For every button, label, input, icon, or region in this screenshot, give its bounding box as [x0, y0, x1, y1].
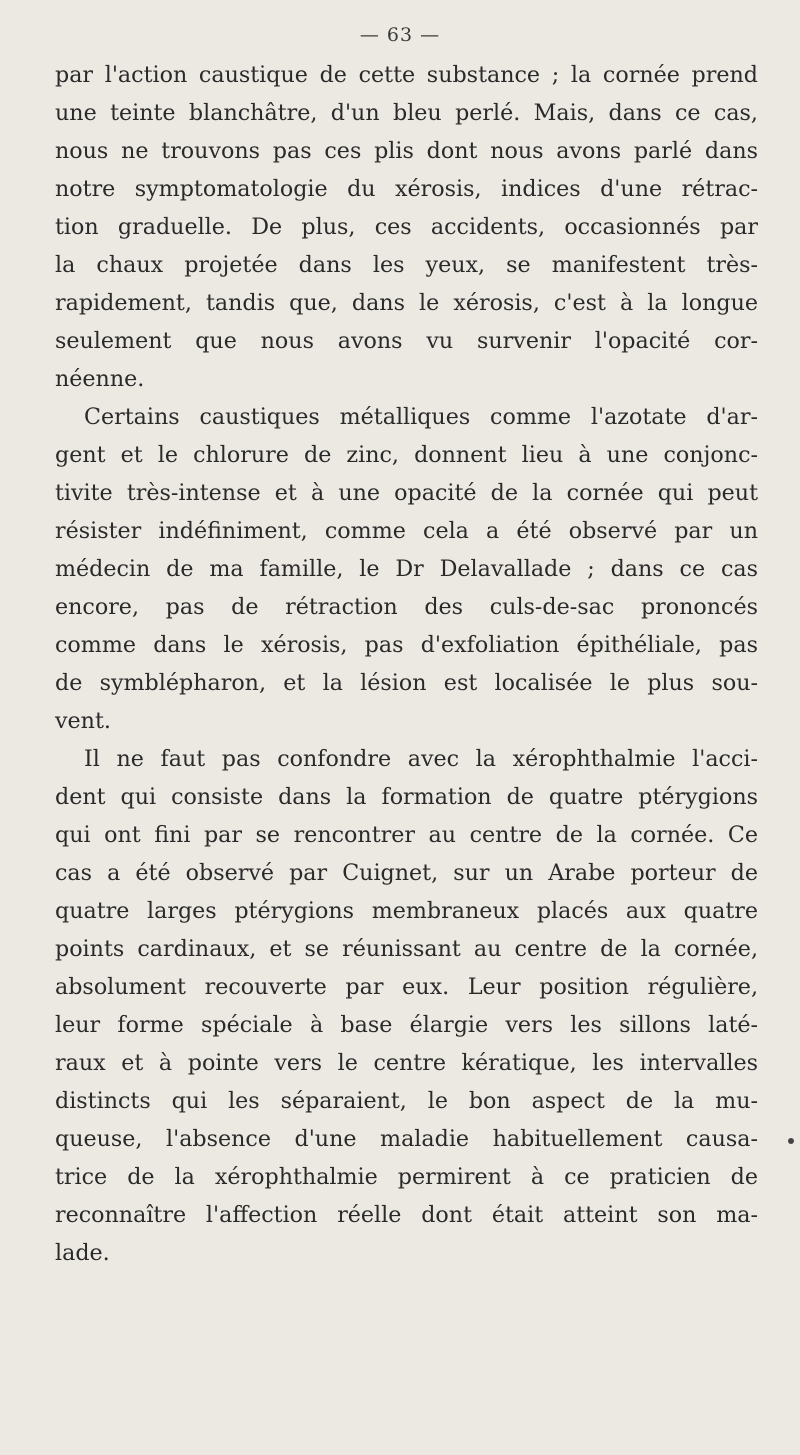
text-line: par l'action caustique de cette substance ; la cornée prend — [55, 62, 758, 88]
text-line: raux et à pointe vers le centre kératique, les intervalles — [55, 1050, 758, 1076]
text-line: queuse, l'absence d'une maladie habituellement causa- — [55, 1126, 758, 1152]
text-line: comme dans le xérosis, pas d'exfoliation épithéliale, pas — [55, 632, 758, 658]
text-line: gent et le chlorure de zinc, donnent lieu à une conjonc- — [55, 442, 758, 468]
text-line: tion graduelle. De plus, ces accidents, occasionnés par — [55, 214, 758, 240]
text-line: encore, pas de rétraction des culs-de-sac prononcés — [55, 594, 758, 620]
text-line: Il ne faut pas confondre avec la xérophthalmie l'acci- — [84, 746, 758, 772]
text-line: vent. — [55, 708, 111, 734]
text-line: seulement que nous avons vu survenir l'opacité cor- — [55, 328, 758, 354]
text-line: une teinte blanchâtre, d'un bleu perlé. Mais, dans ce cas, — [55, 100, 758, 126]
text-line: rapidement, tandis que, dans le xérosis, c'est à la longue — [55, 290, 758, 316]
text-line: de symblépharon, et la lésion est localisée le plus sou- — [55, 670, 758, 696]
text-line: Certains caustiques métalliques comme l'azotate d'ar- — [84, 404, 758, 430]
text-line: la chaux projetée dans les yeux, se manifestent très- — [55, 252, 758, 278]
text-line: lade. — [55, 1240, 110, 1266]
text-line: dent qui consiste dans la formation de quatre ptérygions — [55, 784, 758, 810]
text-line: trice de la xérophthalmie permirent à ce praticien de — [55, 1164, 758, 1190]
text-line: absolument recouverte par eux. Leur position régulière, — [55, 974, 758, 1000]
text-line: résister indéfiniment, comme cela a été observé par un — [55, 518, 758, 544]
text-line: tivite très-intense et à une opacité de la cornée qui peut — [55, 480, 758, 506]
body-text — [55, 56, 758, 1272]
text-line: néenne. — [55, 366, 145, 392]
text-line: médecin de ma famille, le Dr Delavallade ; dans ce cas — [55, 556, 758, 582]
margin-dot-mark — [788, 1138, 794, 1144]
paragraph — [55, 398, 758, 740]
text-line: leur forme spéciale à base élargie vers les sillons laté- — [55, 1012, 758, 1038]
text-line: cas a été observé par Cuignet, sur un Arabe porteur de — [55, 860, 758, 886]
text-line: quatre larges ptérygions membraneux placés aux quatre — [55, 898, 758, 924]
text-line: distincts qui les séparaient, le bon aspect de la mu- — [55, 1088, 758, 1114]
page-number: — 63 — — [359, 24, 441, 46]
text-line: notre symptomatologie du xérosis, indices d'une rétrac- — [55, 176, 758, 202]
text-line: qui ont fini par se rencontrer au centre de la cornée. Ce — [55, 822, 758, 848]
text-line: nous ne trouvons pas ces plis dont nous avons parlé dans — [55, 138, 758, 164]
paragraph — [55, 740, 758, 1272]
text-line: points cardinaux, et se réunissant au centre de la cornée, — [55, 936, 758, 962]
paragraph — [55, 56, 758, 398]
text-line: reconnaître l'affection réelle dont était atteint son ma- — [55, 1202, 758, 1228]
